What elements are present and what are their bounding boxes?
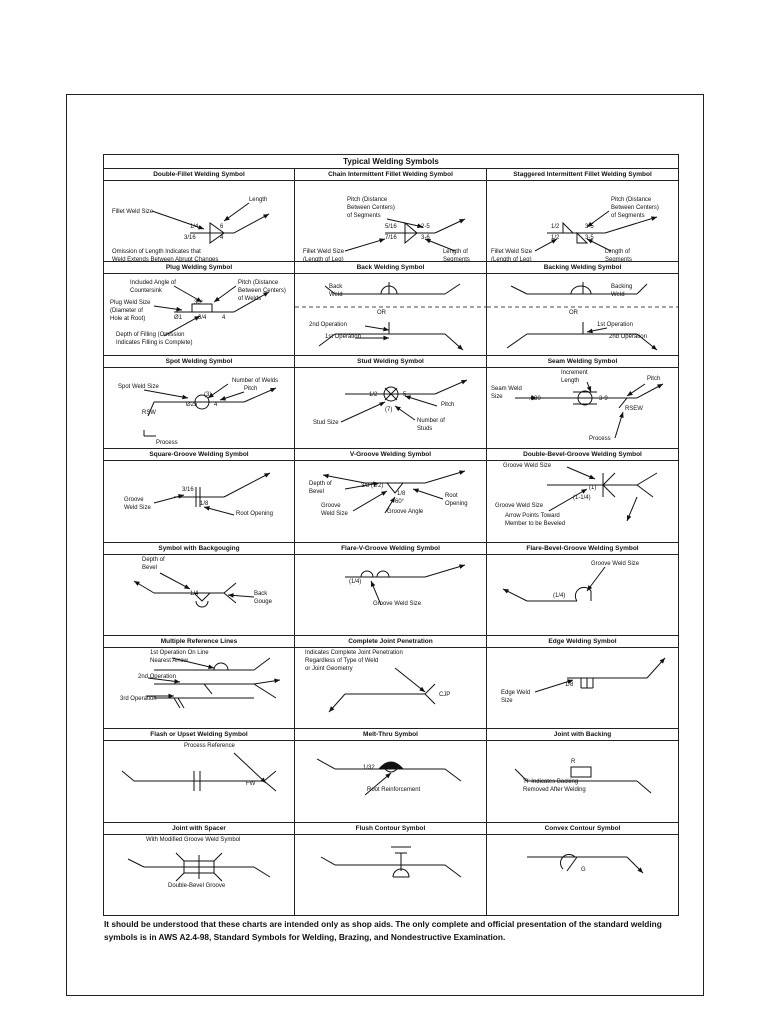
- symbol-diagram: [487, 741, 678, 822]
- callout-label: Length of: [604, 248, 630, 255]
- symbol-diagram: [295, 368, 487, 449]
- cell-square-groove-welding-symbol: [104, 449, 295, 542]
- callout-label: 2-5: [420, 223, 430, 230]
- callout-label: 1/4: [190, 223, 199, 230]
- callout-label: (3): [203, 391, 212, 398]
- cell-title: Joint with Spacer: [104, 823, 294, 835]
- callout-label: Increment: [561, 369, 588, 376]
- callout-label: R: [571, 759, 576, 766]
- cell-title: Flare-V-Groove Welding Symbol: [295, 543, 486, 555]
- callout-label: Root Opening: [235, 511, 273, 518]
- callout-label: Pitch (Distance: [347, 196, 388, 203]
- cell-complete-joint-penetration: [295, 636, 487, 729]
- callout-label: 4: [221, 315, 226, 322]
- callout-label: Ø1: [174, 315, 182, 322]
- callout-label: 3-5: [584, 223, 594, 230]
- symbol-diagram: [487, 835, 678, 916]
- callout-label: Process: [588, 435, 611, 442]
- cell-joint-with-backing: [487, 729, 678, 822]
- cell-plug-welding-symbol: [104, 262, 295, 355]
- callout-label: Double-Bevel Groove: [168, 882, 226, 889]
- callout-label: FW: [245, 781, 256, 788]
- callout-label: Size: [501, 697, 513, 704]
- callout-label: (1-1/4): [573, 495, 591, 502]
- cell-title: Convex Contour Symbol: [487, 823, 678, 835]
- callout-label: 2nd Operation: [608, 334, 647, 341]
- callout-label: Arrow Points Toward: [505, 513, 560, 520]
- welding-symbols-chart: [103, 154, 679, 916]
- callout-label: Groove Weld Size: [503, 463, 552, 470]
- callout-label: Bevel: [142, 564, 157, 571]
- callout-label: (7): [385, 406, 393, 413]
- callout-label: Fillet Weld Size: [491, 248, 533, 255]
- symbol-diagram: [104, 461, 295, 542]
- callout-label: OR: [377, 310, 386, 317]
- callout-label: Indicates Filling is Complete): [116, 340, 193, 347]
- chart-title: Typical Welding Symbols: [104, 155, 678, 169]
- callout-label: Groove Angle: [387, 509, 424, 516]
- cell-title: Back Welding Symbol: [295, 262, 486, 274]
- callout-label: 3-5: [584, 234, 594, 241]
- callout-label: 1/2: [551, 223, 560, 230]
- cell-joint-with-spacer: [104, 823, 295, 916]
- symbol-diagram: [487, 555, 678, 636]
- cell-title: Melt-Thru Symbol: [295, 729, 486, 741]
- cell-title: Backing Welding Symbol: [487, 262, 678, 274]
- callout-label: Process Reference: [184, 743, 235, 750]
- callout-label: of Segments: [347, 212, 381, 219]
- callout-label: G: [581, 866, 586, 873]
- cell-flare-bevel-groove-welding-symbol: [487, 543, 678, 636]
- callout-label: 1/8: [199, 501, 209, 508]
- callout-label: 1st Operation: [596, 322, 633, 329]
- callout-label: Between Centers): [237, 288, 286, 295]
- cell-back-welding-symbol: [295, 262, 487, 355]
- callout-label: Length: [561, 377, 580, 384]
- callout-label: 1st Operation: [325, 334, 361, 341]
- cell-backing-welding-symbol: [487, 262, 678, 355]
- cell-title: Staggered Intermittent Fillet Welding Symbol: [487, 169, 678, 181]
- cell-title: Complete Joint Penetration: [295, 636, 486, 648]
- callout-label: Pitch: [646, 375, 661, 382]
- symbol-diagram: [487, 461, 678, 542]
- symbol-diagram: [104, 835, 295, 916]
- callout-label: Removed After Welding: [523, 787, 586, 794]
- cell-staggered-intermittent-fillet-welding-symbol: [487, 169, 678, 262]
- symbol-diagram: [295, 835, 487, 916]
- callout-label: Omission of Length Indicates that: [112, 248, 201, 255]
- callout-label: 5/16: [385, 223, 397, 230]
- callout-label: Plug Weld Size: [110, 300, 151, 307]
- callout-label: Groove: [124, 497, 144, 504]
- callout-label: With Modified Groove Weld Symbol: [146, 836, 241, 843]
- callout-label: 3-9: [598, 395, 608, 402]
- callout-label: 1/2: [551, 234, 560, 241]
- cell-title: Double-Bevel-Groove Welding Symbol: [487, 449, 678, 461]
- callout-label: Bevel: [309, 489, 324, 496]
- callout-label: Opening: [444, 501, 468, 508]
- cell-v-groove-welding-symbol: [295, 449, 487, 542]
- cell-title: Symbol with Backgouging: [104, 543, 294, 555]
- callout-label: Length: [248, 196, 268, 203]
- cell-title: Spot Welding Symbol: [104, 356, 294, 368]
- cell-title: Edge Welding Symbol: [487, 636, 678, 648]
- callout-label: Between Centers): [347, 204, 395, 211]
- cell-title: Plug Welding Symbol: [104, 262, 294, 274]
- callout-label: 2nd Operation: [309, 322, 347, 329]
- callout-label: 3rd Operation: [120, 695, 157, 702]
- callout-label: 4: [219, 234, 224, 241]
- callout-label: Back: [253, 590, 268, 597]
- callout-label: 3/8 (1/2): [361, 483, 384, 490]
- callout-label: 3/16: [184, 234, 196, 241]
- cell-double-bevel-groove-welding-symbol: [487, 449, 678, 542]
- cell-chain-intermittent-fillet-welding-symbol: [295, 169, 487, 262]
- symbol-diagram: [104, 274, 295, 355]
- callout-label: 4: [213, 401, 218, 408]
- cell-title: Seam Welding Symbol: [487, 356, 678, 368]
- callout-label: Groove: [321, 503, 341, 510]
- cell-title: Double-Fillet Welding Symbol: [104, 169, 294, 181]
- callout-label: 1/4: [190, 590, 199, 597]
- callout-label: Back: [329, 284, 343, 291]
- callout-label: Groove Weld Size: [590, 560, 640, 567]
- callout-label: 2nd Operation: [138, 673, 176, 680]
- callout-label: (1/4): [349, 578, 362, 585]
- callout-label: (Length of Leg): [491, 256, 532, 263]
- symbol-diagram: [295, 274, 487, 355]
- callout-label: Edge Weld: [501, 689, 531, 696]
- symbol-diagram: [295, 461, 487, 542]
- cell-symbol-with-backgouging: [104, 543, 295, 636]
- callout-label: Included Angle of: [130, 280, 176, 287]
- callout-label: Gouge: [253, 598, 272, 605]
- callout-label: Fillet Weld Size: [112, 208, 154, 215]
- callout-label: Hole at Root): [110, 316, 146, 323]
- callout-label: Studs: [416, 425, 433, 432]
- cell-melt-thru-symbol: [295, 729, 487, 822]
- callout-label: of Segments: [610, 212, 645, 219]
- cell-title: Square-Groove Welding Symbol: [104, 449, 294, 461]
- callout-label: Depth of: [309, 481, 332, 488]
- callout-label: 1/2: [369, 391, 378, 398]
- cell-flash-or-upset-welding-symbol: [104, 729, 295, 822]
- callout-label: RSW: [142, 409, 156, 416]
- callout-label: (1/4): [553, 592, 566, 599]
- callout-label: Between Centers): [610, 204, 659, 211]
- callout-label: Process: [156, 439, 178, 446]
- symbol-diagram: [104, 741, 295, 822]
- callout-label: Length of: [442, 248, 468, 255]
- callout-label: Weld: [610, 292, 625, 299]
- callout-label: RSEW: [624, 405, 643, 412]
- callout-label: of Welds: [237, 296, 262, 303]
- callout-label: Depth of Filling (Omission: [116, 332, 185, 339]
- callout-label: Weld Size: [124, 505, 151, 512]
- callout-label: (Length of Leg): [303, 256, 344, 263]
- callout-label: Segments: [604, 256, 632, 263]
- callout-label: Regardless of Type of Weld: [305, 657, 379, 664]
- callout-label: Backing: [610, 284, 633, 291]
- symbol-diagram: [295, 648, 487, 729]
- callout-label: Segments: [442, 256, 470, 263]
- cell-edge-welding-symbol: [487, 636, 678, 729]
- callout-label: CJP: [438, 691, 451, 698]
- callout-label: or Joint Geometry: [305, 665, 353, 672]
- callout-label: Weld: [329, 292, 343, 299]
- callout-label: .030: [529, 395, 541, 402]
- callout-label: Size: [491, 393, 503, 400]
- callout-label: Nearest Arrow: [150, 657, 188, 664]
- callout-label: Ø25: [186, 401, 198, 408]
- symbol-diagram: [295, 181, 487, 262]
- cell-multiple-reference-lines: [104, 636, 295, 729]
- cell-title: V-Groove Welding Symbol: [295, 449, 486, 461]
- callout-label: (1): [588, 485, 597, 492]
- callout-label: 7/16: [385, 234, 397, 241]
- symbol-diagram: [487, 181, 678, 262]
- callout-label: Number of: [416, 417, 445, 424]
- callout-label: (Diameter of: [110, 308, 143, 315]
- callout-label: 'R' Indicates Backing: [523, 779, 579, 786]
- symbol-diagram: [104, 555, 295, 636]
- callout-label: Spot Weld Size: [118, 383, 159, 390]
- callout-label: Countersink: [130, 288, 162, 295]
- cell-double-fillet-welding-symbol: [104, 169, 295, 262]
- callout-label: Pitch: [243, 385, 258, 392]
- callout-label: Weld Extends Between Abrupt Changes: [112, 256, 219, 263]
- cell-convex-contour-symbol: [487, 823, 678, 916]
- cell-title: Stud Welding Symbol: [295, 356, 486, 368]
- callout-label: 6: [219, 223, 224, 230]
- symbol-grid: [104, 169, 678, 916]
- callout-label: Root Reinforcement: [367, 787, 421, 794]
- callout-label: Indicates Complete Joint Penetration: [305, 649, 403, 656]
- callout-label: 3/16: [182, 487, 194, 494]
- callout-label: 3-6: [420, 234, 430, 241]
- symbol-diagram: [104, 648, 295, 729]
- callout-label: Number of Welds: [231, 377, 279, 384]
- callout-label: Groove Weld Size: [373, 600, 422, 607]
- callout-label: Seam Weld: [491, 385, 522, 392]
- symbol-diagram: [104, 181, 295, 262]
- callout-label: Root: [444, 493, 458, 500]
- cell-title: Joint with Backing: [487, 729, 678, 741]
- symbol-diagram: [487, 368, 678, 449]
- callout-label: 60°: [394, 499, 405, 506]
- callout-label: 1/32: [363, 765, 375, 772]
- cell-title: Multiple Reference Lines: [104, 636, 294, 648]
- callout-label: Member to be Beveled: [505, 521, 566, 528]
- callout-label: OR: [569, 310, 578, 317]
- callout-label: 1/8: [565, 681, 574, 688]
- symbol-diagram: [295, 741, 487, 822]
- cell-flare-v-groove-welding-symbol: [295, 543, 487, 636]
- callout-label: Stud Size: [313, 419, 339, 426]
- symbol-diagram: [487, 274, 678, 355]
- callout-label: Depth of: [142, 556, 165, 563]
- cell-flush-contour-symbol: [295, 823, 487, 916]
- symbol-diagram: [487, 648, 678, 729]
- cell-seam-welding-symbol: [487, 356, 678, 449]
- symbol-diagram: [295, 555, 487, 636]
- callout-label: Fillet Weld Size: [303, 248, 345, 255]
- callout-label: Pitch (Distance: [610, 196, 652, 203]
- callout-label: Pitch: [440, 401, 455, 408]
- cell-stud-welding-symbol: [295, 356, 487, 449]
- cell-title: Flash or Upset Welding Symbol: [104, 729, 294, 741]
- callout-label: 3/4: [198, 315, 207, 322]
- callout-label: 1/8: [396, 491, 406, 498]
- footnote: It should be understood that these charts are intended only as shop aids. The only complete and official presentation of the standard welding symbols is in AWS A2.4-98, Standard Symbols for Welding, Brazing, and Nondestructive Examination.: [104, 919, 662, 942]
- cell-title: Chain Intermittent Fillet Welding Symbol: [295, 169, 486, 181]
- callout-label: Pitch (Distance: [237, 280, 279, 287]
- cell-title: Flare-Bevel-Groove Welding Symbol: [487, 543, 678, 555]
- callout-label: 30°: [194, 300, 204, 307]
- callout-label: Groove Weld Size: [495, 503, 544, 510]
- cell-spot-welding-symbol: [104, 356, 295, 449]
- callout-label: 5: [402, 391, 407, 398]
- callout-label: 1st Operation On Line: [150, 649, 209, 656]
- cell-title: Flush Contour Symbol: [295, 823, 486, 835]
- symbol-diagram: [104, 368, 295, 449]
- callout-label: Weld Size: [321, 511, 348, 518]
